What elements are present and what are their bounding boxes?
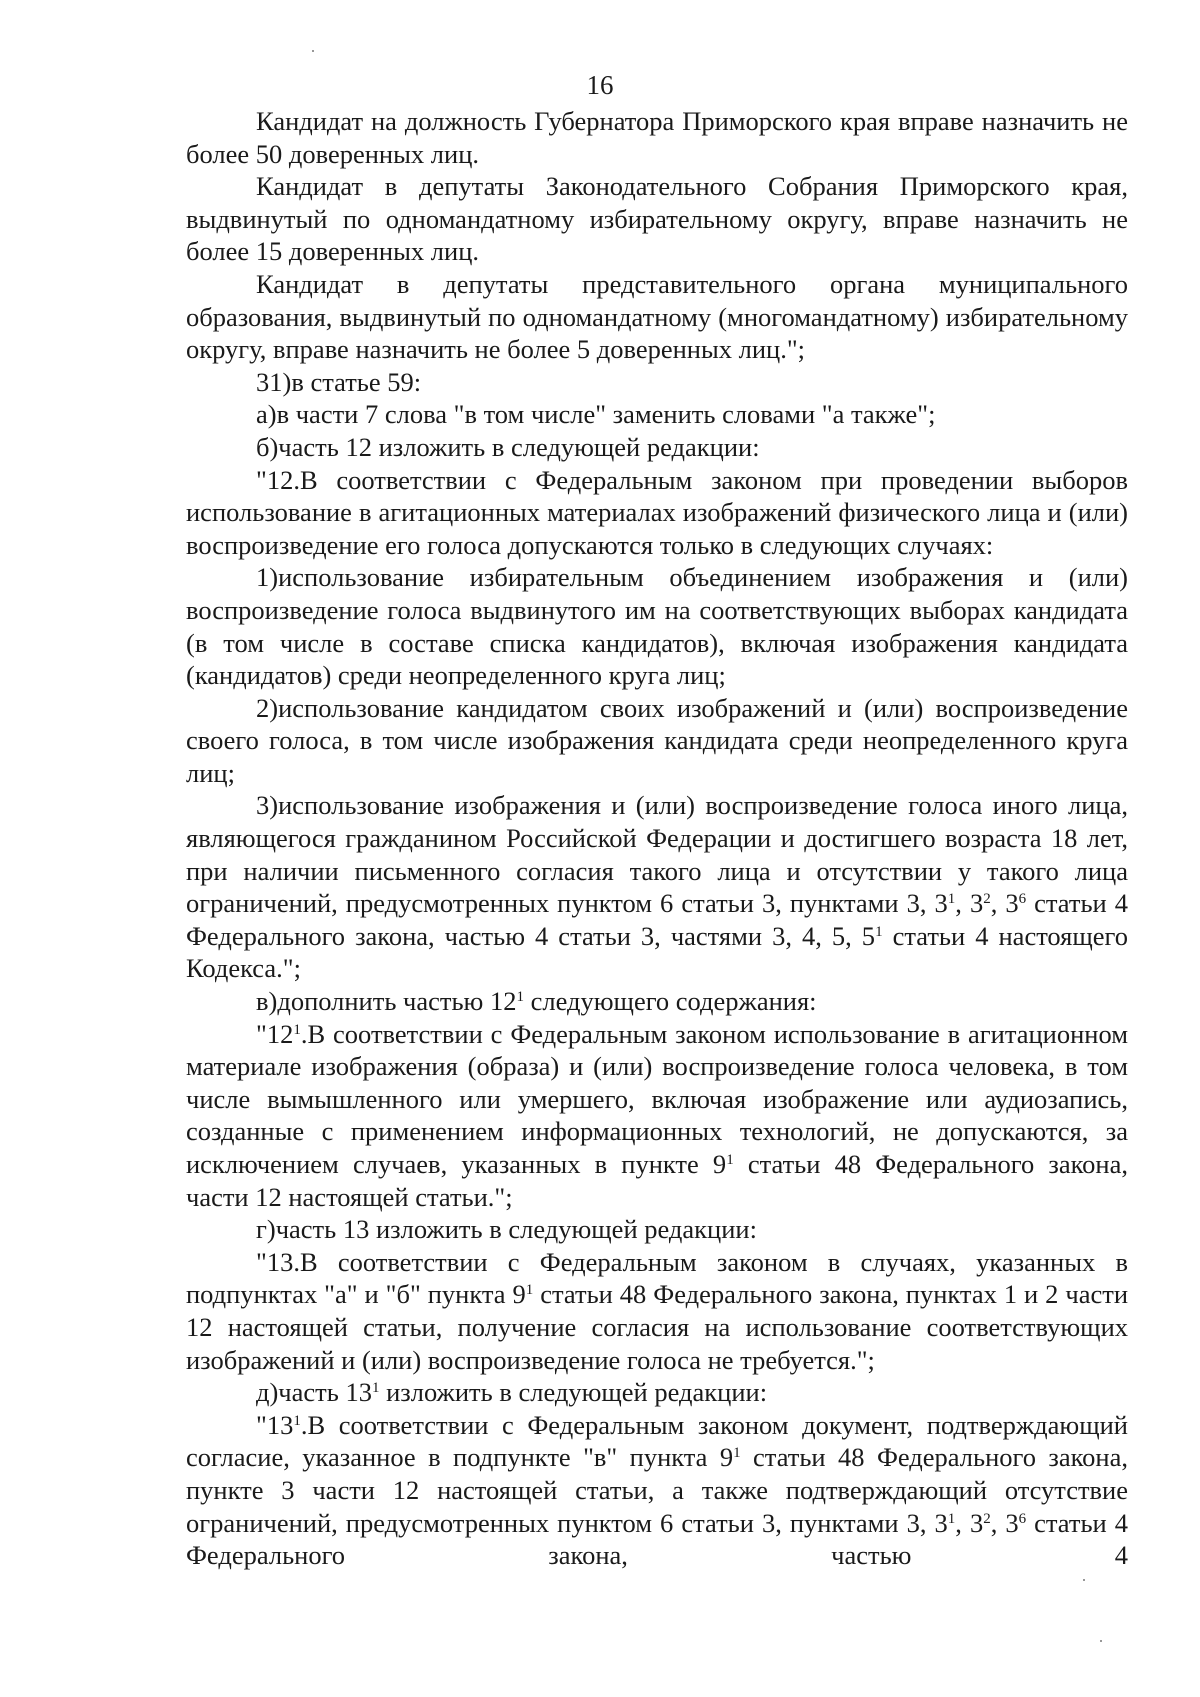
paragraph	[186, 789, 1128, 985]
paragraph: г)часть 13 изложить в следующей редакции:	[256, 1214, 757, 1245]
paragraph	[186, 985, 1128, 1018]
superscript: 1	[516, 989, 524, 1006]
scan-speck	[1083, 1579, 1085, 1581]
superscript: 1	[293, 1021, 301, 1038]
text-run: в)дополнить частью 12	[256, 986, 517, 1017]
superscript: 1	[947, 891, 956, 908]
text-run: статьи 4 настоящего Кодекса.";	[186, 920, 1128, 984]
text-run: статьи 4 Федерального закона, частью 4	[186, 1507, 1129, 1571]
paragraph: "12.В соответствии с Федеральным законом при проведении выборов использование в агитационных материалах изображений физического лица и (или) воспроизведение его голоса допускаются только в следующих случаях:	[186, 464, 1128, 560]
superscript: 2	[983, 891, 991, 908]
text-run: , 3	[990, 1507, 1019, 1538]
paragraph: б)часть 12 изложить в следующей редакции:	[256, 431, 760, 462]
text-run: д)часть 13	[256, 1377, 372, 1408]
text-run: "13.В соответствии с Федеральным законом в случаях, указанных в подпунктах "а" и "б" пункта 9	[186, 1246, 1128, 1310]
text-run: , 3	[990, 888, 1019, 919]
paragraph	[186, 1409, 1128, 1572]
text-run: "13	[256, 1409, 294, 1440]
text-run: "12	[256, 1018, 294, 1049]
text-run: 3)использование изображения и (или) воспроизведение голоса иного лица, являющегося гражданином Российской Федерации и достигшего возраста 18 лет, при наличии письменного согласия такого лица и отсутствии у такого лица ограничений, предусмотренных пунктом 6 статьи 3, пунктами 3, 3	[186, 790, 1128, 919]
text-run: , 3	[955, 888, 984, 919]
superscript: 1	[293, 1412, 301, 1429]
superscript: 1	[947, 1510, 956, 1527]
superscript: 2	[983, 1510, 991, 1527]
paragraph: Кандидат в депутаты Законодательного Собрания Приморского края, выдвинутый по одномандатному избирательному округу, вправе назначить не более 15 доверенных лиц.	[186, 171, 1128, 267]
paragraph: Кандидат в депутаты представительного органа муниципального образования, выдвинутый по одномандатному (многомандатному) избирательному округу, вправе назначить не более 5 доверенных лиц.";	[186, 268, 1128, 365]
text-run: статьи 48 Федерального закона, пункте 3 части 12 настоящей статьи, а также подтверждающий отсутствие ограничений, предусмотренных пунктом 6 статьи 3, пунктами 3, 3	[186, 1442, 1128, 1538]
scan-speck	[312, 50, 314, 52]
text-run: статьи 4 Федерального закона, частью 4 статьи 3, частями 3, 4, 5, 5	[186, 888, 1129, 951]
text-run: статьи 48 Федерального закона, пунктах 1 и 2 части 12 настоящей статьи, получение согласия на использование соответствующих изображений и (или) воспроизведение голоса не требуется.";	[186, 1279, 1128, 1375]
superscript: 1	[875, 923, 883, 940]
paragraph: Кандидат на должность Губернатора Приморского края вправе назначить не более 50 доверенных лиц.	[186, 106, 1128, 169]
superscript: 1	[525, 1282, 534, 1299]
paragraph: 31)в статье 59:	[256, 366, 422, 397]
scan-speck	[1100, 1640, 1102, 1642]
text-run: изложить в следующей редакции:	[379, 1377, 768, 1408]
paragraph	[186, 1376, 1128, 1409]
paragraph: 1)использование избирательным объединением изображения и (или) воспроизведение голоса выдвинутого им на соответствующих выборах кандидата (в том числе в составе списка кандидатов), включая изображения кандидата (кандидатов) среди неопределенного круга лиц;	[186, 562, 1128, 691]
document-body	[186, 105, 1128, 1572]
superscript: 1	[726, 1152, 734, 1168]
superscript: 1	[733, 1445, 741, 1462]
paragraph	[186, 1018, 1128, 1214]
text-run: следующего содержания:	[523, 986, 817, 1017]
text-run: статьи 48 Федерального закона, части 12 настоящей статьи.";	[186, 1149, 1128, 1212]
text-run: .В соответствии с Федеральным законом использование в агитационном материале изображения (образа) и (или) воспроизведение голоса человека, в том числе вымышленного или умершего, включая изображение или аудиозапись, созданные с применением информационных технологий, не допускаются, за исключением случаев, указанных в пункте 9	[186, 1018, 1128, 1179]
paragraph	[186, 1246, 1128, 1376]
paragraph: а)в части 7 слова "в том числе" заменить словами "а также";	[256, 399, 936, 430]
superscript: 6	[1018, 891, 1027, 908]
text-run: .В соответствии с Федеральным законом документ, подтверждающий согласие, указанное в подпункте "в" пункта 9	[186, 1409, 1128, 1473]
text-run: , 3	[955, 1507, 984, 1538]
page-number: 16	[586, 70, 614, 100]
superscript: 1	[371, 1380, 380, 1397]
superscript: 6	[1018, 1510, 1027, 1527]
paragraph: 2)использование кандидатом своих изображений и (или) воспроизведение своего голоса, в том числе изображения кандидата среди неопределенного круга лиц;	[186, 692, 1128, 788]
